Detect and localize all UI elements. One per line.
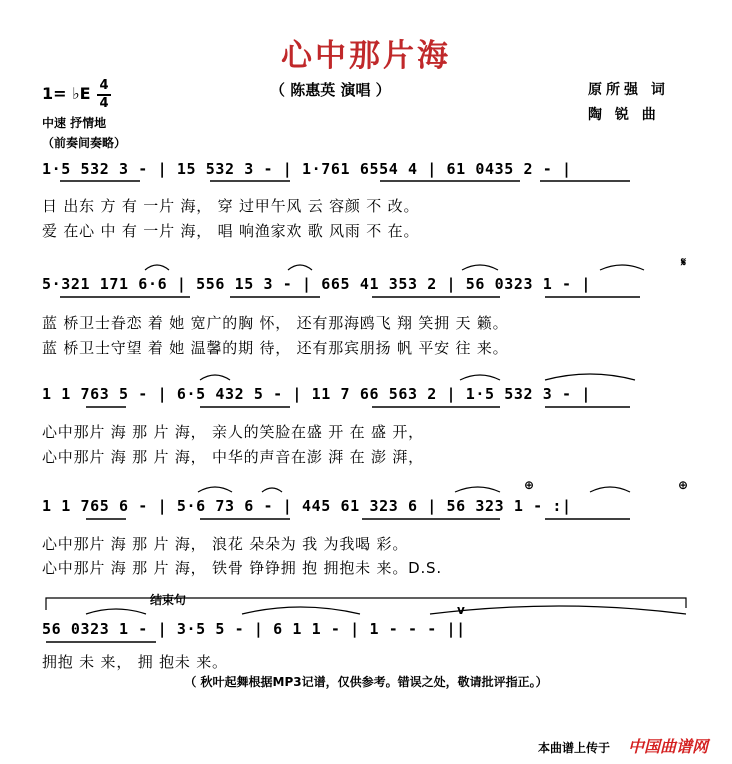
slur	[462, 265, 498, 270]
lyric-line-2-verse-2: 蓝 桥卫士守望 着 她 温馨的期 待， 还有那宾朋扬 帆 平安 往 来。	[42, 339, 509, 357]
slur	[455, 487, 500, 492]
lyric-line-3-verse-2: 心中那片 海 那 片 海， 中华的声音在澎 湃 在 澎 湃，	[42, 448, 424, 466]
notation-line-1: 1·5 532 3 - | 15 532 3 - | 1·761 6554 4 | 61 0435 2 - |	[42, 160, 572, 178]
lyric-line-2-verse-1: 蓝 桥卫士眷恋 着 她 宽广的胸 怀， 还有那海鸥飞 翔 笑拥 天 籁。	[42, 314, 509, 332]
breath-mark: v	[457, 603, 465, 617]
slur	[460, 375, 500, 380]
transcription-note: （ 秋叶起舞根据MP3记谱，仅供参考。错误之处，敬请批评指正。）	[184, 675, 548, 689]
coda-mark-1: ⊕	[524, 478, 535, 492]
coda-mark-2: ⊕	[678, 478, 689, 492]
lyric-line-3-verse-1: 心中那片 海 那 片 海， 亲人的笑脸在盛 开 在 盛 开，	[42, 423, 424, 441]
slur	[198, 487, 232, 492]
segno-mark: 𝄋	[681, 255, 687, 269]
lyric-line-1-verse-1: 日 出东 方 有 一片 海， 穿 过甲午风 云 容颜 不 改。	[42, 197, 420, 215]
slur	[288, 265, 312, 270]
meter-bottom: 4	[99, 96, 109, 111]
prelude-note: （前奏间奏略）	[42, 136, 127, 150]
upload-caption: 本曲谱上传于	[538, 741, 611, 755]
key-signature: 1= ♭E	[42, 84, 91, 103]
slur	[262, 488, 282, 492]
slur	[600, 265, 644, 270]
site-logo[interactable]: 中国曲谱网	[628, 737, 709, 756]
slur	[545, 374, 635, 380]
notation-line-5: 56 0323 1 - | 3·5 5 - | 6 1 1 - | 1 - - - ||	[42, 620, 466, 638]
coda-bracket	[46, 598, 686, 610]
composer-credit: 陶 锐 曲	[588, 107, 660, 123]
lyric-line-1-verse-2: 爱 在心 中 有 一片 海， 唱 响渔家欢 歌 风雨 不 在。	[42, 222, 420, 240]
coda-label: 结束句	[150, 593, 187, 607]
slur	[242, 607, 360, 614]
slur	[145, 265, 169, 270]
lyric-line-5: 拥抱 未 来， 拥 抱未 来。	[42, 653, 228, 671]
lyric-line-4-verse-1: 心中那片 海 那 片 海， 浪花 朵朵为 我 为我喝 彩。	[42, 535, 409, 553]
tempo-marking: 中速 抒情地	[42, 116, 107, 130]
slur	[430, 606, 686, 614]
slur	[200, 375, 230, 380]
notation-line-2: 5·321 171 6·6 | 556 15 3 - | 665 41 353 2 | 56 0323 1 - |	[42, 275, 591, 293]
lyricist-credit: 原所强 词	[588, 82, 669, 98]
score-title: 心中那片海	[281, 38, 451, 74]
meter-top: 4	[99, 78, 109, 93]
slur	[590, 487, 630, 492]
slur	[86, 609, 146, 614]
performer-line: （ 陈惠英 演唱 ）	[270, 81, 391, 99]
lyric-line-4-verse-2: 心中那片 海 那 片 海， 铁骨 铮铮拥 抱 拥抱未 来。D.S.	[42, 559, 442, 577]
notation-line-4: 1 1 765 6 - | 5·6 73 6 - | 445 61 323 6 | 56 323 1 - :|	[42, 497, 572, 515]
notation-line-3: 1 1 763 5 - | 6·5 432 5 - | 11 7 66 563 2 | 1·5 532 3 - |	[42, 385, 591, 403]
